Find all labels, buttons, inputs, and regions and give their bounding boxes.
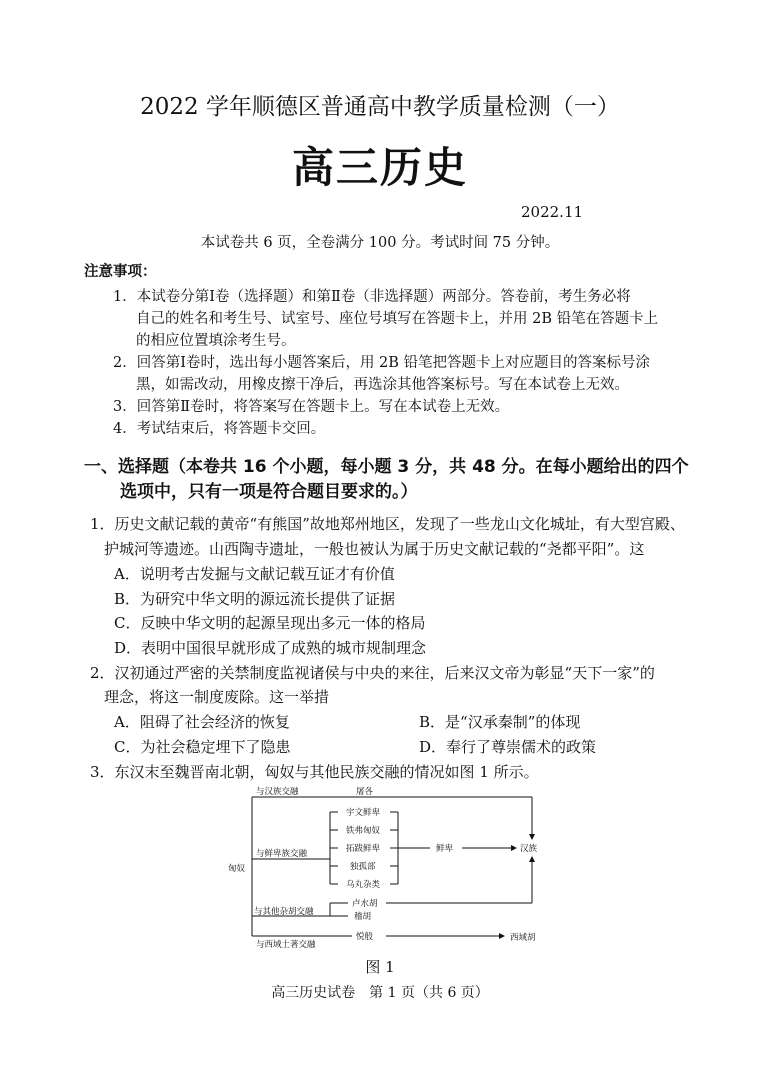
question-3-stem: 3．东汉末至魏晋南北朝，匈奴与其他民族交融的情况如图 1 所示。 xyxy=(90,763,539,781)
note-line: 1．本试卷分第Ⅰ卷（选择题）和第Ⅱ卷（非选择题）两部分。答卷前，考生务必将 xyxy=(113,289,631,305)
section-heading-cont: 选项中，只有一项是符合题目要求的。） xyxy=(120,482,418,502)
note-line: 黑，如需改动，用橡皮擦干净后，再选涂其他答案标号。写在本试卷上无效。 xyxy=(136,377,629,393)
question-1-option-c: C．反映中华文明的起源呈现出多元一体的格局 xyxy=(114,614,426,632)
question-2-stem: 2．汉初通过严密的关禁制度监视诸侯与中央的来往，后来汉文帝为彰显“天下一家”的 xyxy=(90,664,655,682)
section-heading: 一、选择题（本卷共 16 个小题，每小题 3 分，共 48 分。在每小题给出的四个 xyxy=(84,457,689,477)
node-wuwan: 乌丸杂类 xyxy=(346,880,381,890)
node-xianbei-mid: 鲜卑 xyxy=(436,844,454,854)
question-2-option-d: D．奉行了尊崇儒术的政策 xyxy=(419,738,597,756)
exam-info: 本试卷共 6 页，全卷满分 100 分。考试时间 75 分钟。 xyxy=(200,235,560,251)
node-jihu: 稽胡 xyxy=(354,912,372,922)
node-tuoba: 拓跋鲜卑 xyxy=(346,844,381,854)
node-yueban: 悦般 xyxy=(356,932,374,942)
node-tiefu: 铁弗匈奴 xyxy=(346,826,381,836)
node-dugu: 独孤部 xyxy=(350,862,376,872)
question-2-option-c: C．为社会稳定埋下了隐患 xyxy=(114,738,291,756)
note-line: 2．回答第Ⅰ卷时，选出每小题答案后，用 2B 铅笔把答题卡上对应题目的答案标号涂 xyxy=(113,355,651,371)
figure-caption: 图 1 xyxy=(365,958,395,976)
page-footer: 高三历史试卷 第 1 页（共 6 页） xyxy=(271,985,489,1001)
question-1-stem: 1．历史文献记载的黄帝“有熊国”故地郑州地区，发现了一些龙山文化城址，有大型宫殿、 xyxy=(90,515,685,533)
branch-label-xianbei: 与鲜卑族交融 xyxy=(256,849,308,859)
note-line: 的相应位置填涂考生号。 xyxy=(136,333,296,349)
notes-heading: 注意事项： xyxy=(84,264,157,280)
node-tuge: 屠各 xyxy=(356,787,374,797)
question-2-stem-cont: 理念，将这一制度废除。这一举措 xyxy=(104,688,330,706)
note-line: 自己的姓名和考生号、试室号、座位号填写在答题卡上，并用 2B 铅笔在答题卡上 xyxy=(136,311,659,327)
node-lushui: 卢水胡 xyxy=(352,899,378,909)
branch-label-han: 与汉族交融 xyxy=(256,787,299,797)
question-1-stem-cont: 护城河等遗迹。山西陶寺遗址，一般也被认为属于历史文献记载的“尧都平阳”。这 xyxy=(104,540,645,558)
question-2-option-a: A．阻碍了社会经济的恢复 xyxy=(114,713,290,731)
exam-title: 2022 学年顺德区普通高中教学质量检测（一） xyxy=(140,94,620,120)
question-1-option-b: B．为研究中华文明的源远流长提供了证据 xyxy=(114,590,396,608)
subject-title: 高三历史 xyxy=(291,143,468,192)
fusion-diagram xyxy=(228,783,560,951)
node-yuwen: 宇文鲜卑 xyxy=(346,808,381,818)
question-2-option-b: B．是“汉承秦制”的体现 xyxy=(419,713,581,731)
note-line: 4．考试结束后，将答题卡交回。 xyxy=(113,421,326,437)
question-1-option-d: D．表明中国很早就形成了成熟的城市规制理念 xyxy=(114,639,427,657)
branch-label-zahu: 与其他杂胡交融 xyxy=(254,907,314,917)
question-1-option-a: A．说明考古发掘与文献记载互证才有价值 xyxy=(114,565,395,583)
target-han: 汉族 xyxy=(520,844,538,854)
note-line: 3．回答第Ⅱ卷时，将答案写在答题卡上。写在本试卷上无效。 xyxy=(113,399,510,415)
exam-date: 2022.11 xyxy=(521,203,584,221)
branch-label-xiyu: 与西域土著交融 xyxy=(256,940,316,950)
root-label: 匈奴 xyxy=(228,864,246,874)
target-xiyu: 西域胡 xyxy=(510,933,536,943)
